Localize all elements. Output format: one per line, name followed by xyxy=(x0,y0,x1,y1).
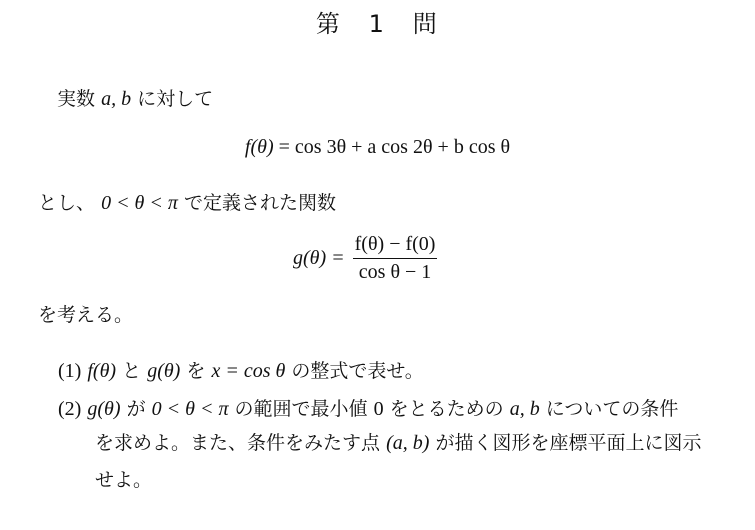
problem-title: 第 1 問 xyxy=(315,10,440,38)
question-1-g: g(θ) xyxy=(147,360,181,382)
definition-line xyxy=(38,190,336,216)
consider-line: を考える。 xyxy=(38,304,134,326)
question-1-number: (1) xyxy=(58,360,82,382)
question-2-line2-prefix: を求めよ。また、条件をみたす点 xyxy=(95,432,381,454)
question-2-range: 0 < θ < π xyxy=(151,398,229,420)
intro-prefix: 実数 xyxy=(57,88,96,110)
question-2-line-1 xyxy=(58,396,678,422)
question-2-mid: の範囲で最小値 xyxy=(234,398,368,420)
definition-suffix: で定義された関数 xyxy=(183,192,336,214)
question-2-ga: が xyxy=(126,398,146,420)
question-1-suffix: の整式で表せ。 xyxy=(291,360,424,382)
question-1-x: x = cos θ xyxy=(211,360,286,382)
intro-suffix: に対して xyxy=(137,88,214,110)
question-1-wo: を xyxy=(186,360,206,382)
question-2-g: g(θ) xyxy=(87,398,121,420)
question-2-end1: についての条件 xyxy=(545,398,679,420)
question-2-number: (2) xyxy=(58,398,82,420)
equation-f-equals: = xyxy=(278,136,290,158)
equation-f-rhs: cos 3θ + a cos 2θ + b cos θ xyxy=(294,136,511,158)
question-2-line2-suffix: が描く図形を座標平面上に図示 xyxy=(435,432,702,454)
intro-vars: a, b xyxy=(101,88,132,110)
equation-g-numerator: f(θ) − f(0) xyxy=(353,233,438,259)
definition-range: 0 < θ < π xyxy=(101,192,178,214)
equation-g xyxy=(293,233,437,283)
equation-g-fraction xyxy=(353,233,438,284)
question-1-f: f(θ) xyxy=(87,360,117,382)
question-2-zero: 0 xyxy=(373,398,384,420)
equation-g-denominator: cos θ − 1 xyxy=(358,260,432,283)
equation-g-lhs: g(θ) = xyxy=(293,246,345,269)
question-2-point: (a, b) xyxy=(386,432,430,454)
question-1 xyxy=(58,358,424,384)
question-2-line-3: せよ。 xyxy=(95,469,153,491)
question-2-mid2: をとるための xyxy=(389,398,504,420)
definition-prefix: とし、 xyxy=(38,192,96,214)
equation-f xyxy=(0,136,755,159)
intro-line xyxy=(57,86,213,112)
question-2-line-2 xyxy=(95,430,701,456)
equation-f-lhs: f(θ) xyxy=(244,136,274,158)
question-2-ab: a, b xyxy=(509,398,540,420)
question-1-and: と xyxy=(122,360,142,382)
